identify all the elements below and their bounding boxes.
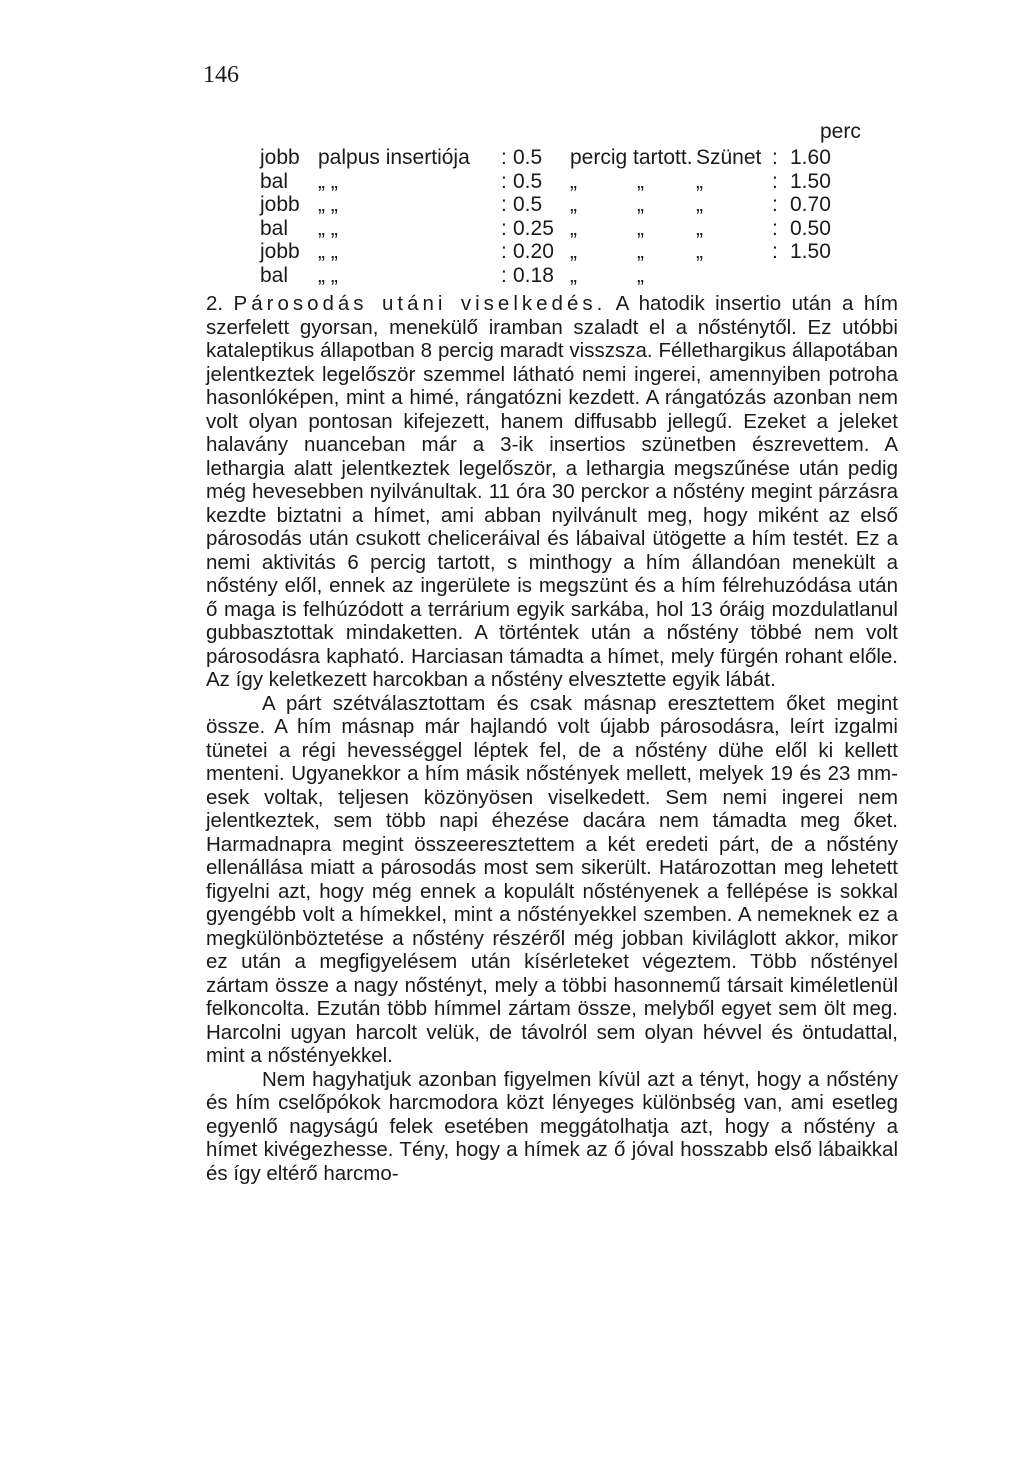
table-row bbox=[260, 264, 880, 288]
table-cell-duration: 0.20 bbox=[513, 240, 554, 263]
table-cell-what: „ „ bbox=[318, 169, 338, 193]
table-cell-q1: „ bbox=[637, 216, 644, 240]
table-cell-side: jobb bbox=[260, 193, 300, 216]
table-cell-colon1: : bbox=[501, 240, 507, 263]
table-cell-unit: „ bbox=[570, 169, 577, 193]
table-cell-pause: 1.50 bbox=[790, 240, 831, 263]
table-cell-unit: „ bbox=[570, 240, 577, 263]
table-cell-q2: Szünet bbox=[696, 146, 762, 169]
table-cell-pause: 1.60 bbox=[790, 146, 831, 169]
table-cell-duration: 0.25 bbox=[513, 216, 554, 240]
table-cell-q1: „ bbox=[637, 240, 644, 263]
table-cell-colon1: : bbox=[501, 169, 507, 193]
unit-header: perc bbox=[820, 120, 861, 143]
table-row bbox=[260, 146, 880, 170]
paragraph-1-text: A hatodik insertio után a hím szerfelett gyorsan, menekülő iramban szaladt el a nősténytől. Ez utóbbi kataleptikus állapotban 8 percig maradt visszsza. Féllethargikus állapotában jelentkeztek legelőször szemmel látható nemi ingerei, amennyiben potroha hasonlóképen, mint a himé, rángatózni kezdett. A rángatózás azonban nem volt olyan pontosan kifejezett, hanem diffusabb jellegű. Ezeket a jeleket halavány nuanceban már a 3-ik insertios szünetben észrevettem. A lethargia alatt jelentkeztek legelőször, a lethargia megszűnése után pedig még hevesebben nyilvánultak. 11 óra 30 perckor a nőstény megint párzásra kezdte biztatni a hímet, ami abban nyilvánult meg, hogy miként az első párosodás után csukott cheliceráival és lábaival ütögette a hím testét. Ez a nemi aktivitás 6 percig tartott, s minthogy a hím állandóan menekült a nőstény elől, ennek az ingerülete is megszünt és a hím félrehuzódása után ő maga is felhúzódott a terrárium egyik sarkába, hol 13 óráig mozdulatlanul gubbasztottak mindaketten. A történtek után a nőstény többé nem volt párosodásra kapható. Harciasan támadta a hímet, mely fürgén rohant előle. Az így keletkezett harcokban a nőstény elvesztette egyik lábát. bbox=[206, 292, 898, 691]
insertion-timing-table bbox=[260, 120, 880, 287]
section-title: Párosodás utáni viselkedés. bbox=[233, 292, 607, 315]
table-cell-colon2: : bbox=[772, 193, 778, 216]
table-cell-duration: 0.5 bbox=[513, 193, 543, 216]
table-cell-colon2: : bbox=[772, 240, 778, 263]
table-cell-pause: 0.50 bbox=[790, 216, 831, 240]
body-text bbox=[206, 292, 898, 1185]
table-cell-side: jobb bbox=[260, 240, 300, 263]
table-cell-what: palpus insertiója bbox=[318, 146, 470, 169]
table-cell-colon2: : bbox=[772, 216, 778, 240]
table-rows bbox=[260, 146, 880, 287]
table-cell-duration: 0.5 bbox=[513, 169, 543, 193]
table-cell-duration: 0.5 bbox=[513, 146, 543, 169]
table-cell-q1: „ bbox=[637, 263, 644, 287]
table-cell-unit: „ bbox=[570, 216, 577, 240]
table-cell-colon2: : bbox=[772, 146, 778, 169]
section-paragraph-2: A párt szétválasztottam és csak másnap eresztettem őket megint össze. A hím másnap már hajlandó volt újabb párosodásra, leírt izgalmi tünetei a régi hevességgel léptek fel, de a nőstény dühe elől ki kellett menteni. Ugyanekkor a hím másik nőstények mellett, melyek 19 és 23 mm-esek voltak, teljesen közönyösen viselkedett. Sem nemi ingerei nem jelentkeztek, sem több napi éhezése dacára nem támadta meg őket. Harmadnapra megint összeeresztettem a két eredeti párt, de a nőstény ellenállása miatt a párosodás most sem sikerült. Határozottan meg lehetett figyelni azt, hogy még ennek a kopulált nőstényenek a fellépése is sokkal gyengébb volt a hímekkel, mint a nőstényekkel szemben. A nemeknek ez a megkülönböztetése a nőstény részéről még jobban kiviláglott akkor, mikor ez után a megfigyelésem után kísérleteket végeztem. Több nőstényel zártam össze a nagy nőstényt, mely a többi hasonnemű társait kiméletlenül felkoncolta. Ezután több hímmel zártam össze, melyből egyet sem ölt meg. Harcolni ugyan harcolt velük, de távolról sem olyan hévvel és öntudattal, mint a nőstényekkel. bbox=[206, 691, 898, 1067]
table-cell-side: bal bbox=[260, 169, 289, 193]
table-header bbox=[260, 120, 880, 146]
table-cell-what: „ „ bbox=[318, 193, 338, 216]
table-cell-side: bal bbox=[260, 263, 289, 287]
table-cell-duration: 0.18 bbox=[513, 263, 554, 287]
table-cell-q2: „ bbox=[696, 193, 703, 216]
table-cell-unit: „ bbox=[570, 263, 577, 287]
table-cell-colon1: : bbox=[501, 146, 507, 169]
table-cell-pause: 0.70 bbox=[790, 193, 831, 216]
table-row bbox=[260, 193, 880, 217]
table-cell-side: jobb bbox=[260, 146, 300, 169]
table-row bbox=[260, 217, 880, 241]
table-cell-unit: percig tartott. bbox=[570, 146, 693, 169]
table-cell-q1: „ bbox=[637, 169, 644, 193]
table-cell-pause: 1.50 bbox=[790, 169, 831, 193]
table-cell-q2: „ bbox=[696, 216, 703, 240]
table-cell-unit: „ bbox=[570, 193, 577, 216]
section-number: 2. bbox=[206, 292, 224, 315]
table-cell-q2: „ bbox=[696, 240, 703, 263]
table-cell-colon1: : bbox=[501, 216, 507, 240]
table-cell-q1: „ bbox=[637, 193, 644, 216]
table-row bbox=[260, 240, 880, 264]
section-paragraph-3: Nem hagyhatjuk azonban figyelmen kívül azt a tényt, hogy a nőstény és hím cselőpókok harcmodora közt lényeges különbség van, ami esetleg egyenlő nagyságú felek esetében meggátolhatja azt, hogy a nőstény a hímet kivégezhesse. Tény, hogy a hímek az ő jóval hosszabb első lábaikkal és így eltérő harcmo- bbox=[206, 1067, 898, 1185]
table-cell-side: bal bbox=[260, 216, 289, 240]
table-cell-what: „ „ bbox=[318, 240, 338, 263]
section-paragraph-1 bbox=[206, 292, 898, 692]
table-cell-what: „ „ bbox=[318, 263, 338, 287]
table-cell-q2: „ bbox=[696, 169, 703, 193]
table-cell-colon1: : bbox=[501, 193, 507, 216]
page-number: 146 bbox=[203, 62, 239, 88]
table-row bbox=[260, 170, 880, 194]
table-cell-colon2: : bbox=[772, 169, 778, 193]
table-cell-what: „ „ bbox=[318, 216, 338, 240]
table-cell-colon1: : bbox=[501, 263, 507, 287]
